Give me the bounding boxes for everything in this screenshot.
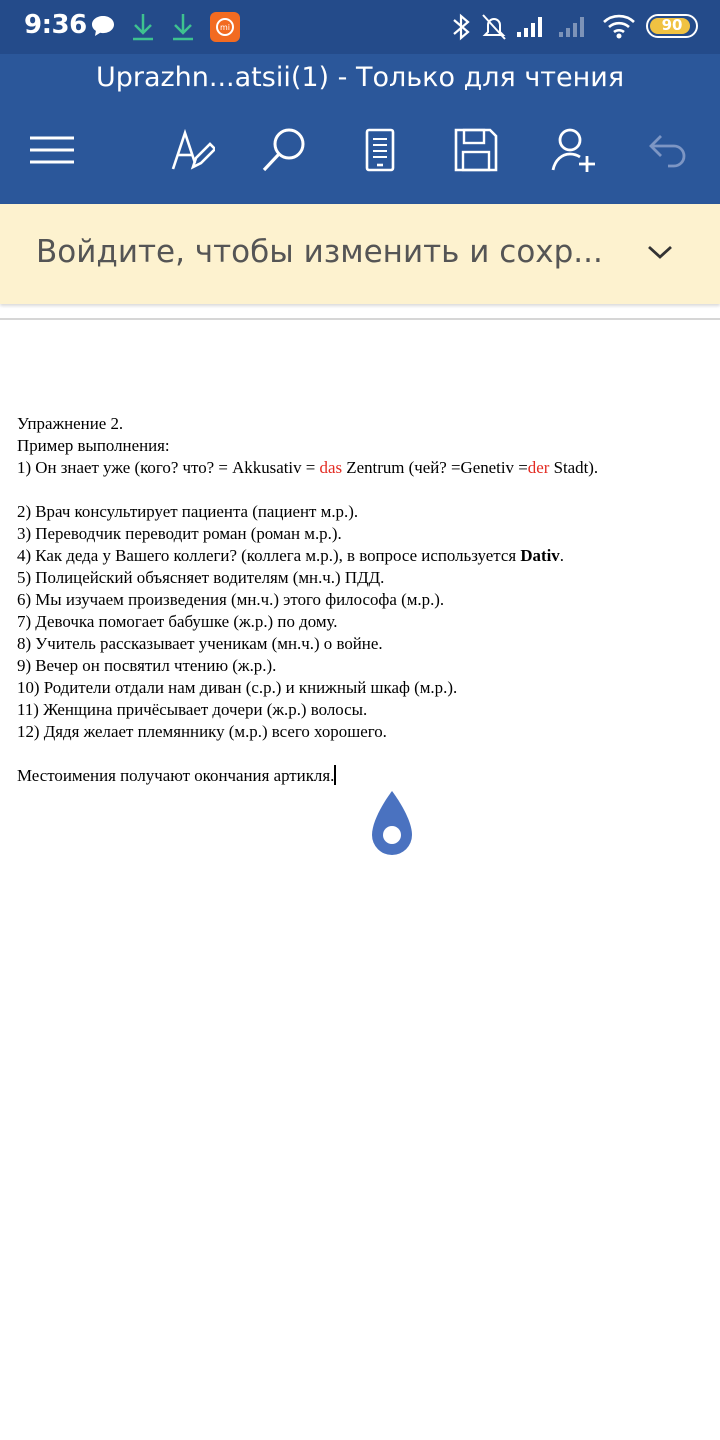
document-title: Uprazhn...atsii(1) - Только для чтения — [95, 62, 625, 93]
status-time: 9:36 — [24, 10, 87, 40]
document-body[interactable] — [17, 413, 717, 787]
share-user-icon — [550, 126, 598, 178]
download-icon — [130, 12, 156, 46]
footer-note-text: Местоимения получают окончания артикля. — [17, 766, 335, 785]
status-bar — [0, 0, 720, 54]
item4-text: 4) Как деда у Вашего коллеги? (коллега м.р.), в вопросе используется — [17, 546, 521, 565]
page-top-divider — [0, 318, 720, 320]
blank-line — [17, 743, 717, 765]
save-icon — [454, 128, 498, 176]
item4-end: . — [559, 546, 564, 565]
mi-app-icon — [210, 12, 240, 42]
app-header — [0, 54, 720, 204]
edit-button[interactable] — [166, 126, 218, 178]
exercise-item — [17, 545, 717, 567]
item4-dativ: Dativ — [520, 546, 560, 565]
download-icon — [170, 12, 196, 46]
footer-note — [17, 765, 717, 787]
exercise-heading: Упражнение 2. — [17, 414, 124, 433]
exercise-item: 2) Врач консультирует пациента (пациент м.р.). — [17, 502, 359, 521]
bluetooth-icon — [450, 12, 472, 46]
exercise-item: 10) Родители отдали нам диван (с.р.) и книжный шкаф (м.р.). — [17, 678, 458, 697]
exercise-item: 5) Полицейский объясняет водителям (мн.ч.) ПДД. — [17, 568, 385, 587]
text-cursor — [334, 765, 336, 785]
example-text-3: Stadt). — [549, 458, 599, 477]
blank-line — [17, 479, 717, 501]
example-line — [17, 457, 717, 479]
share-button[interactable] — [548, 126, 600, 178]
article-der: der — [527, 458, 550, 477]
exercise-item: 7) Девочка помогает бабушке (ж.р.) по дому. — [17, 612, 338, 631]
mobile-view-button[interactable] — [354, 126, 406, 178]
wifi-icon — [602, 12, 636, 44]
cursor-drag-handle[interactable] — [370, 789, 414, 859]
edit-pen-icon — [169, 127, 215, 177]
chat-bubble-icon — [90, 14, 116, 42]
menu-icon — [28, 134, 76, 170]
undo-button[interactable] — [642, 126, 694, 178]
exercise-item: 8) Учитель рассказывает ученикам (мн.ч.) о войне. — [17, 634, 383, 653]
bell-off-icon — [480, 12, 508, 46]
search-icon — [260, 126, 308, 178]
undo-icon — [648, 130, 688, 174]
search-button[interactable] — [258, 126, 310, 178]
article-das: das — [319, 458, 343, 477]
exercise-item: 3) Переводчик переводит роман (роман м.р.). — [17, 524, 342, 543]
exercise-item: 11) Женщина причёсывает дочери (ж.р.) волосы. — [17, 700, 368, 719]
exercise-item: 6) Мы изучаем произведения (мн.ч.) этого философа (м.р.). — [17, 590, 445, 609]
signin-banner-text: Войдите, чтобы изменить и сохр... — [36, 234, 603, 270]
expand-banner-button[interactable] — [640, 234, 680, 274]
example-text-1: 1) Он знает уже (кого? что? = Akkusativ = — [17, 458, 320, 477]
save-button[interactable] — [450, 126, 502, 178]
signal-off-icon — [558, 14, 588, 42]
chevron-down-icon — [646, 243, 674, 265]
menu-button[interactable] — [26, 126, 78, 178]
signin-banner[interactable] — [0, 204, 720, 304]
example-text-2: Zentrum (чей? =Genetiv = — [342, 458, 528, 477]
signal-icon — [516, 14, 546, 42]
svg-text:mi: mi — [219, 23, 231, 32]
example-label: Пример выполнения: — [17, 436, 170, 455]
mobile-view-icon — [365, 128, 395, 176]
exercise-item: 12) Дядя желает племяннику (м.р.) всего хорошего. — [17, 722, 387, 741]
battery-icon — [646, 14, 698, 38]
exercise-item: 9) Вечер он посвятил чтению (ж.р.). — [17, 656, 277, 675]
battery-text: 90 — [661, 16, 683, 34]
